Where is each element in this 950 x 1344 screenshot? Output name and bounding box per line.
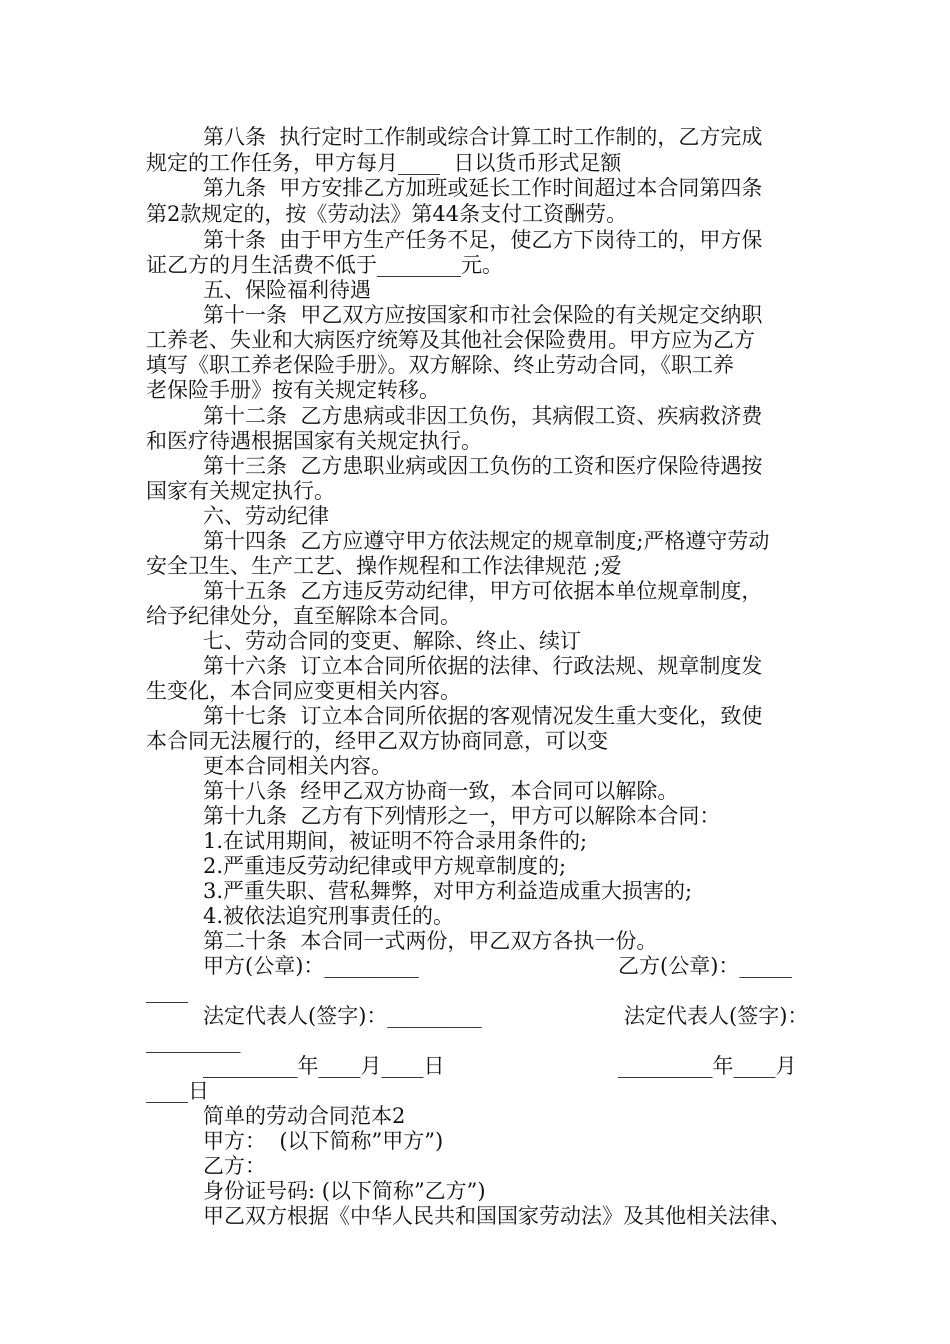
text-line: 甲方： (以下简称”甲方”) (203, 1129, 444, 1153)
text-line: 第十九条 乙方有下列情形之一，甲方可以解除本合同： (203, 804, 721, 828)
text-line: 第十条 由于甲方生产任务不足，使乙方下岗待工的，甲方保 (203, 228, 763, 252)
list-item: 4.被依法追究刑事责任的。 (203, 904, 455, 928)
text-line: 第2款规定的，按《劳动法》第44条支付工资酬劳。 (146, 202, 628, 226)
text-line: 第十七条 订立本合同所依据的客观情况发生重大变化，致使 (203, 704, 763, 728)
party-b-seal: 乙方(公章)：_____ (618, 954, 792, 978)
text-line: 甲乙双方根据《中华人民共和国国家劳动法》及其他相关法律、 (203, 1204, 791, 1228)
text-line: 生变化，本合同应变更相关内容。 (146, 679, 461, 703)
text-line: 第十六条 订立本合同所依据的法律、行政法规、规章制度发 (203, 654, 763, 678)
text-line: 国家有关规定执行。 (146, 479, 335, 503)
text-line: _________ (146, 1029, 241, 1053)
section-heading: 六、劳动纪律 (203, 504, 329, 528)
document-title: 简单的劳动合同范本2 (203, 1104, 406, 1128)
text-line: 更本合同相关内容。 (203, 754, 392, 778)
list-item: 1.在试用期间，被证明不符合录用条件的; (203, 829, 588, 853)
text-line: 第十一条 甲乙双方应按国家和市社会保险的有关规定交纳职 (203, 303, 763, 327)
text-line: 第十八条 经甲乙双方协商一致，本合同可以解除。 (203, 779, 679, 803)
text-line: 给予纪律处分，直至解除本合同。 (146, 604, 461, 628)
text-line: 填写《职工养老保险手册》。双方解除、终止劳动合同，《职工养 (146, 353, 734, 377)
text-line: ____日 (146, 1079, 209, 1103)
text-line: 证乙方的月生活费不低于________元。 (146, 253, 503, 277)
text-line: 第十二条 乙方患病或非因工负伤，其病假工资、疾病救济费 (203, 404, 763, 428)
text-line: 和医疗待遇根据国家有关规定执行。 (146, 429, 482, 453)
text-line: 第十三条 乙方患职业病或因工负伤的工资和医疗保险待遇按 (203, 454, 763, 478)
party-a-date: _________年____月____日 (203, 1054, 445, 1078)
section-heading: 五、保险福利待遇 (203, 278, 371, 302)
party-a-representative: 法定代表人(签字)：_________ (203, 1004, 482, 1028)
text-line: 第十五条 乙方违反劳动纪律，甲方可依据本单位规章制度， (203, 579, 763, 603)
text-line: 工养老、失业和大病医疗统筹及其他社会保险费用。甲方应为乙方 (146, 328, 755, 352)
text-line: 乙方： (203, 1154, 266, 1178)
text-line: 本合同无法履行的，经甲乙双方协商同意，可以变 (146, 729, 608, 753)
text-line: 老保险手册》按有关规定转移。 (146, 378, 440, 402)
list-item: 2.严重违反劳动纪律或甲方规章制度的; (203, 854, 567, 878)
text-line: ____ (146, 979, 188, 1003)
party-b-date: _________年____月 (618, 1054, 797, 1078)
text-line: 第十四条 乙方应遵守甲方依法规定的规章制度;严格遵守劳动 (203, 529, 770, 553)
text-line: 安全卫生、生产工艺、操作规程和工作法律规范 ;爱 (146, 554, 622, 578)
section-heading: 七、劳动合同的变更、解除、终止、续订 (203, 629, 581, 653)
text-line: 第二十条 本合同一式两份，甲乙双方各执一份。 (203, 929, 658, 953)
party-b-representative: 法定代表人(签字)： (624, 1004, 809, 1028)
text-line: 规定的工作任务，甲方每月____ 日以货币形式足额 (146, 151, 622, 175)
text-line: 第九条 甲方安排乙方加班或延长工作时间超过本合同第四条 (203, 176, 763, 200)
party-a-seal: 甲方(公章)：_________ (203, 954, 419, 978)
text-line: 第八条 执行定时工作制或综合计算工时工作制的，乙方完成 (203, 125, 763, 149)
list-item: 3.严重失职、营私舞弊，对甲方利益造成重大损害的; (203, 879, 693, 903)
text-line: 身份证号码: (以下简称”乙方”) (203, 1179, 486, 1203)
